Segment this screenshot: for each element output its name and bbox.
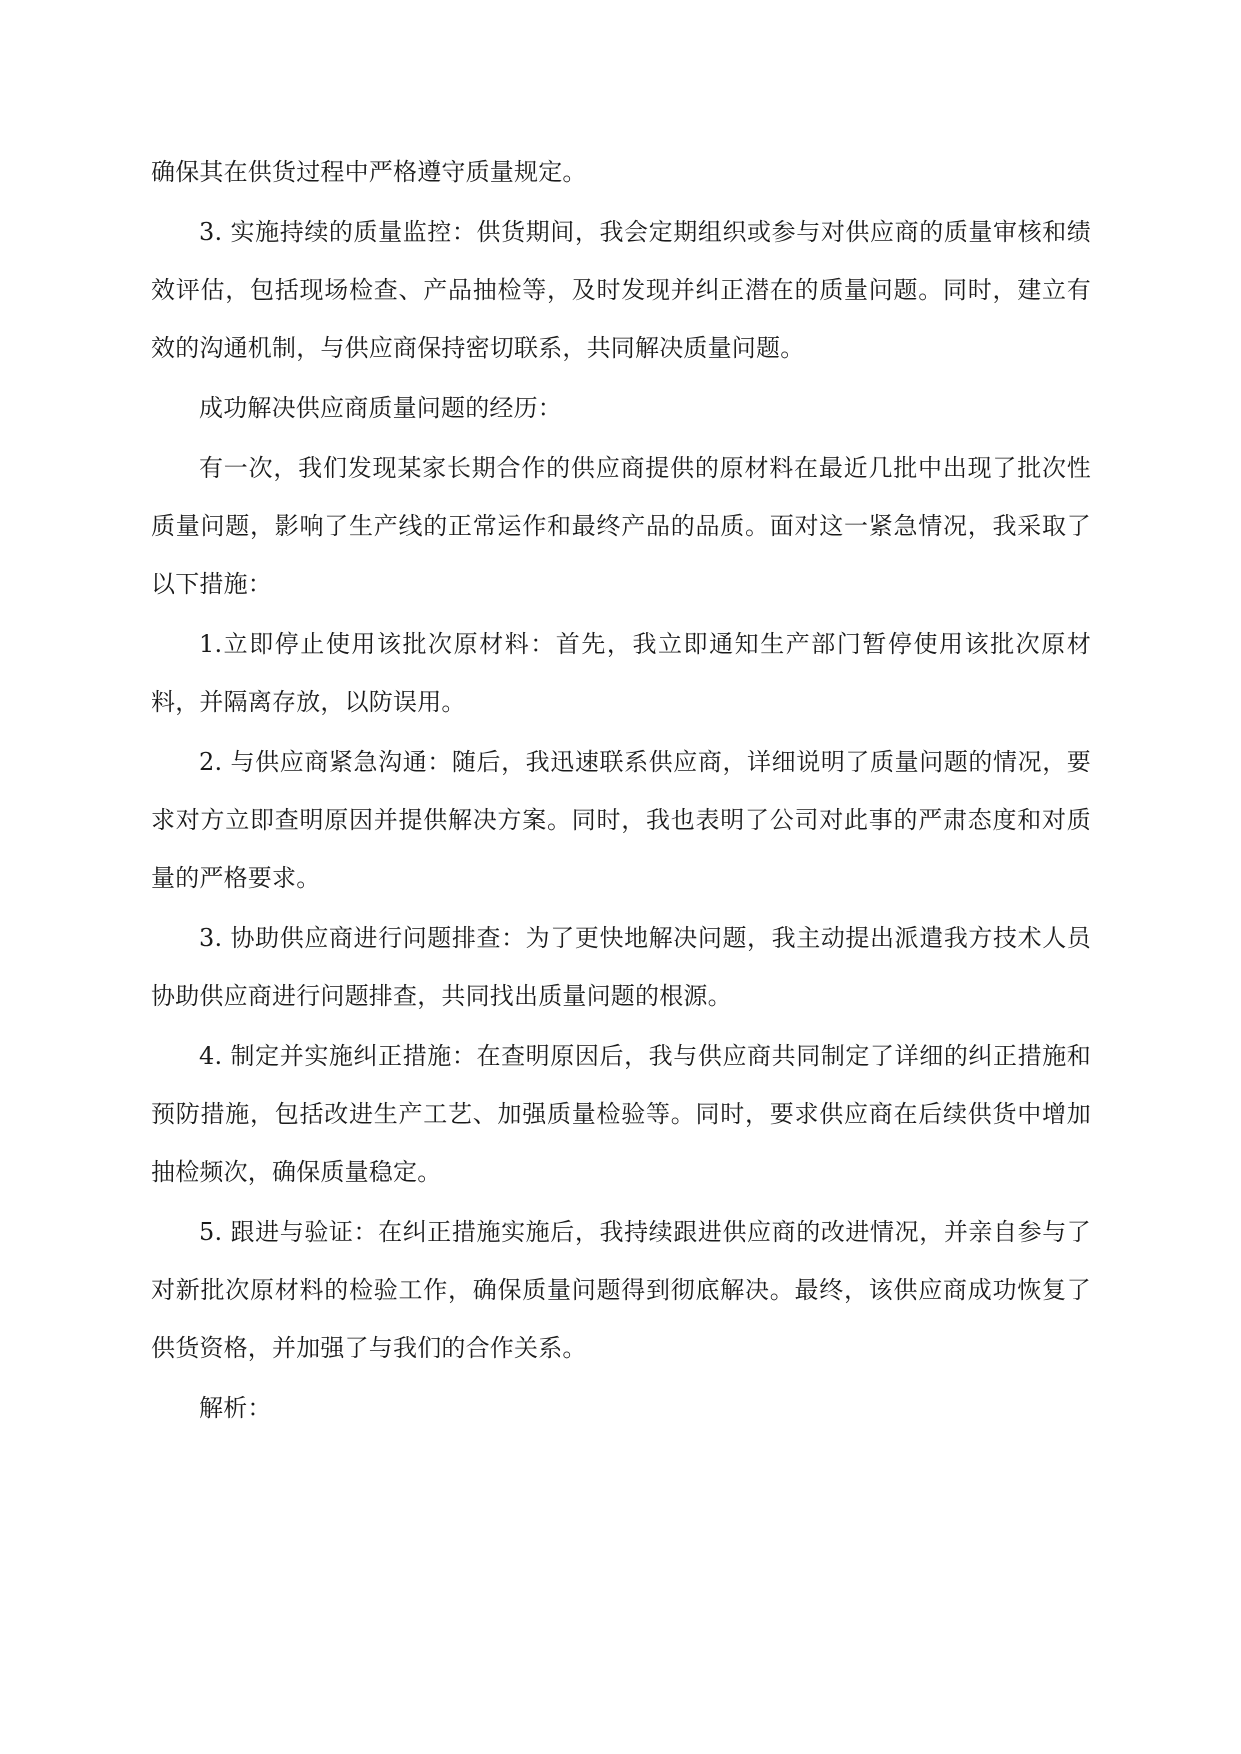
paragraph-quality-monitoring: 3. 实施持续的质量监控：供货期间，我会定期组织或参与对供应商的质量审核和绩效评估，包括现场检查、产品抽检等，及时发现并纠正潜在的质量问题。同时，建立有效的沟通机制，与供应商保持密切联系，共同解决质量问题。 (151, 218, 1091, 362)
paragraph-step-5: 5. 跟进与验证：在纠正措施实施后，我持续跟进供应商的改进情况，并亲自参与了对新批次原材料的检验工作，确保质量问题得到彻底解决。最终，该供应商成功恢复了供货资格，并加强了与我们的合作关系。 (151, 1218, 1091, 1362)
paragraph-step-1: 1.立即停止使用该批次原材料：首先，我立即通知生产部门暂停使用该批次原材料，并隔离存放，以防误用。 (151, 630, 1091, 716)
document-body (151, 143, 1091, 1439)
paragraph-step-4: 4. 制定并实施纠正措施：在查明原因后，我与供应商共同制定了详细的纠正措施和预防措施，包括改进生产工艺、加强质量检验等。同时，要求供应商在后续供货中增加抽检频次，确保质量稳定。 (151, 1042, 1091, 1186)
paragraph-incident-description: 有一次，我们发现某家长期合作的供应商提供的原材料在最近几批中出现了批次性质量问题，影响了生产线的正常运作和最终产品的品质。面对这一紧急情况，我采取了以下措施： (151, 454, 1091, 598)
paragraph-analysis-heading: 解析： (199, 1394, 272, 1422)
paragraph-continuation: 确保其在供货过程中严格遵守质量规定。 (151, 158, 587, 186)
paragraph-experience-heading: 成功解决供应商质量问题的经历： (199, 394, 562, 422)
paragraph-step-3: 3. 协助供应商进行问题排查：为了更快地解决问题，我主动提出派遣我方技术人员协助供应商进行问题排查，共同找出质量问题的根源。 (151, 924, 1091, 1010)
paragraph-step-2: 2. 与供应商紧急沟通：随后，我迅速联系供应商，详细说明了质量问题的情况，要求对方立即查明原因并提供解决方案。同时，我也表明了公司对此事的严肃态度和对质量的严格要求。 (151, 748, 1091, 892)
